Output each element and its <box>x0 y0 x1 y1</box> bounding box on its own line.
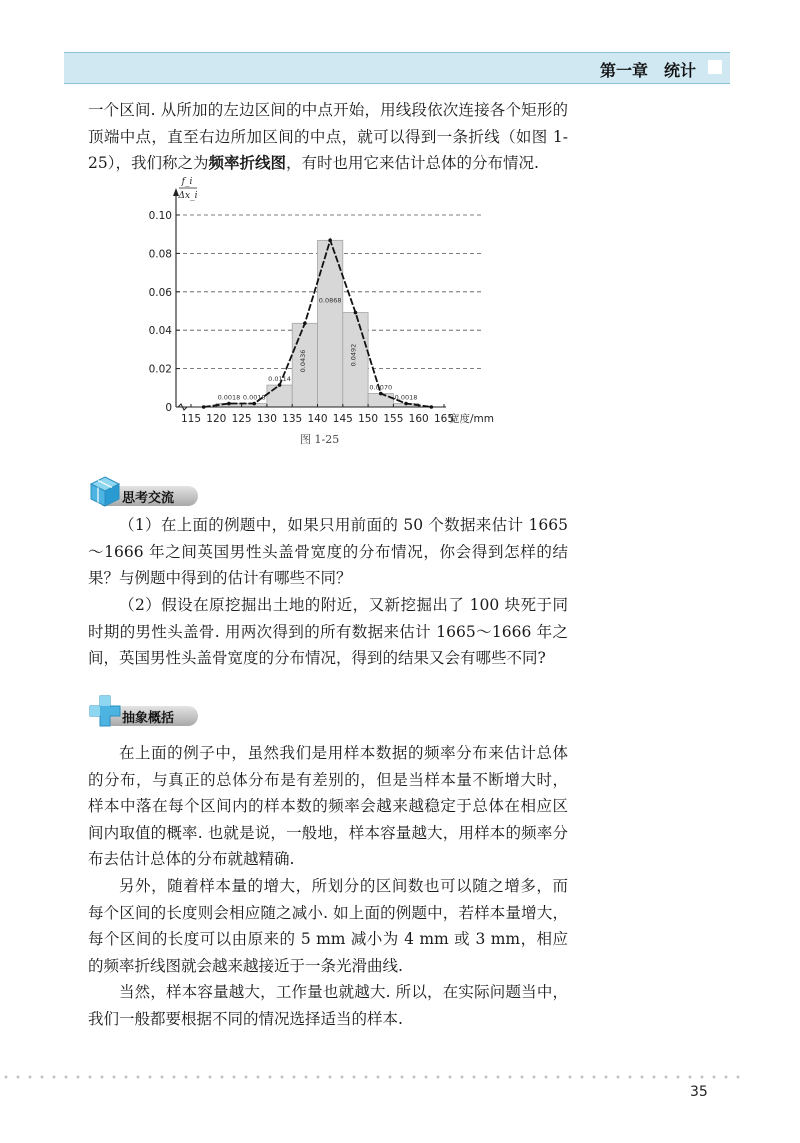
polyline-point <box>430 405 434 409</box>
polyline-point <box>227 402 231 406</box>
polyline-point <box>278 383 282 387</box>
think-question-1: （1）在上面的例题中，如果只用前面的 50 个数据来估计 1665～1666 年之间英国男性头盖骨宽度的分布情况，你会得到怎样的结果？与例题中得到的估计有哪些不同？ <box>88 516 568 587</box>
y-tick-label: 0.02 <box>148 363 172 376</box>
term-frequency-polygon: 频率折线图 <box>208 154 286 172</box>
figure-caption: 图 1-25 <box>300 433 340 446</box>
bar-value-label: 0.0018 <box>242 393 266 402</box>
polyline-point <box>328 239 332 243</box>
intro-text-after: ，有时也用它来估计总体的分布情况. <box>286 154 539 172</box>
bar-value-label: 0.0114 <box>268 375 291 384</box>
y-label-numerator: f_i <box>181 177 193 187</box>
x-tick-label: 120 <box>206 413 227 425</box>
bar-value-label: 0.0436 <box>298 349 307 373</box>
x-tick-label: 155 <box>383 413 404 425</box>
intro-paragraph <box>88 97 568 177</box>
bar-value-label: 0.0070 <box>369 383 393 392</box>
frequency-polygon-chart <box>134 172 494 428</box>
x-tick-label: 150 <box>358 413 379 425</box>
cross-cube-icon <box>88 694 122 728</box>
header-square-icon <box>708 60 722 74</box>
histogram-bar <box>267 385 292 407</box>
chapter-header <box>64 52 730 84</box>
polyline-point <box>354 311 358 315</box>
y-label-denominator: Δx_i <box>178 191 198 201</box>
polyline-point <box>252 402 256 406</box>
y-tick-label: 0 <box>165 402 172 414</box>
y-tick-label: 0.10 <box>148 210 172 222</box>
section-think <box>88 480 200 506</box>
abstract-paragraph-2: 另外，随着样本量的增大，所划分的区间数也可以随之增多，而每个区间的长度则会相应随之减小. 如上面的例题中，若样本量增大，每个区间的长度可以由原来的 5 mm 减小为 4 mm 或 3 mm，相应的频率折线图就会越来越接近于一条光滑曲线. <box>88 877 568 975</box>
think-question-2: （2）假设在原挖掘出土地的附近，又新挖掘出了 100 块死于同时期的男性头盖骨. 用两次得到的所有数据来估计 1665～1666 年之间，英国男性头盖骨宽度的分布情况，得到的结果又会有哪些不同? <box>88 596 568 667</box>
chapter-title: 第一章 统计 <box>599 61 696 80</box>
bar-value-label: 0.0018 <box>394 393 418 402</box>
x-tick-label: 135 <box>282 413 303 425</box>
footer-dotted-line <box>0 1075 740 1079</box>
polyline-point <box>202 405 206 409</box>
x-tick-label: 145 <box>332 413 353 425</box>
cube-icon <box>88 474 122 508</box>
page-number: 35 <box>690 1084 708 1100</box>
bar-value-label: 0.0492 <box>349 343 358 367</box>
y-tick-label: 0.08 <box>148 248 172 261</box>
x-tick-label: 140 <box>307 413 328 425</box>
bar-value-label: 0.0868 <box>318 296 342 305</box>
bar-value-label: 0.0018 <box>217 393 241 402</box>
polyline-point <box>379 392 383 396</box>
y-tick-label: 0.04 <box>148 325 172 338</box>
x-tick-label: 165 <box>433 413 455 425</box>
x-tick-label: 160 <box>408 413 429 425</box>
y-tick-label: 0.06 <box>148 286 172 299</box>
x-axis-label: 宽度/mm <box>449 413 494 425</box>
section-abstract <box>88 700 200 726</box>
section-think-title: 思考交流 <box>122 491 175 506</box>
section-abstract-title: 抽象概括 <box>122 711 175 726</box>
histogram-bars <box>216 240 418 407</box>
x-tick-label: 130 <box>256 413 277 425</box>
polyline-point <box>404 402 408 406</box>
histogram-bar <box>368 394 393 407</box>
x-tick-label: 115 <box>180 413 202 425</box>
abstract-paragraph-1: 在上面的例子中，虽然我们是用样本数据的频率分布来估计总体的分布，与真正的总体分布是有差别的，但是当样本量不断增大时，样本中落在每个区间内的样本数的频率会越来越稳定于总体在相应区间内取值的概率. 也就是说，一般地，样本容量越大，用样本的频率分布去估计总体的分布就越精确. <box>88 744 568 868</box>
x-tick-label: 125 <box>231 413 252 425</box>
polyline-point <box>303 321 307 325</box>
intro-text-before: 一个区间. 从所加的左边区间的中点开始，用线段依次连接各个矩形的顶端中点，直至右边所加区间的中点，就可以得到一条折线（如图 1-25），我们称之为 <box>88 101 568 172</box>
abstract-paragraph-3: 当然，样本容量越大，工作量也就越大. 所以，在实际问题当中，我们一般都要根据不同的情况选择适当的样本. <box>88 983 568 1028</box>
